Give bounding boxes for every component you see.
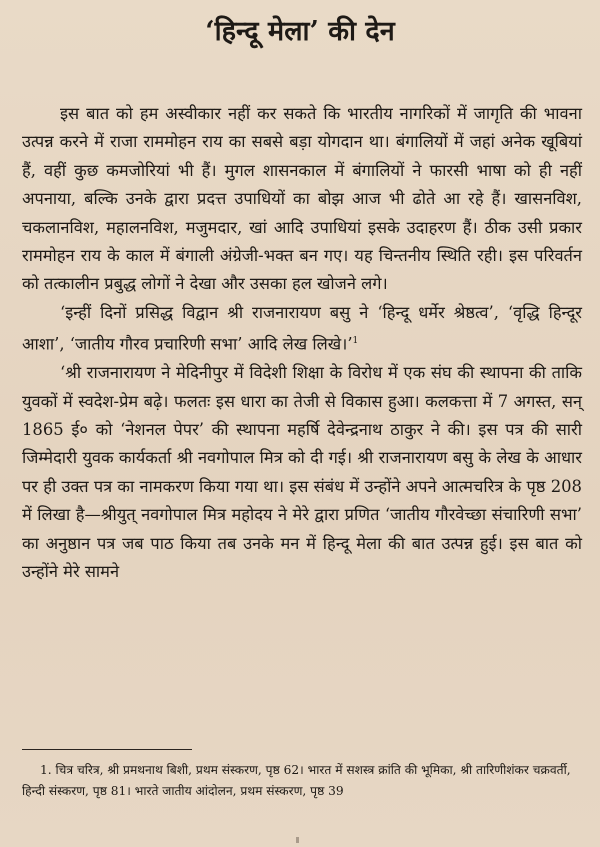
- body-text: [22, 100, 582, 586]
- paragraph-3: ‘श्री राजनारायण ने मेदिनीपुर में विदेशी शिक्षा के विरोध में एक संघ की स्थापना की ताकि युवकों में स्वदेश-प्रेम बढ़े। फलतः इस धारा का तेजी से विकास हुआ। कलकत्ता में 7 अगस्त, सन् 1865 ई० को ‘नेशनल पेपर’ की स्थापना महर्षि देवेन्द्रनाथ ठाकुर ने की। इस पत्र की सारी जिम्मेदारी युवक कार्यकर्ता श्री नवगोपाल मित्र को दी गई। श्री राजनारायण बसु के लेख के आधार पर ही उक्त पत्र का नामकरण किया गया था। इस संबंध में उन्होंने अपने आत्मचरित्र के पृष्ठ 208 में लिखा है—श्रीयुत् नवगोपाल मित्र महोदय ने मेरे द्वारा प्रणित ‘जातीय गौरवेच्छा संचारिणी सभा’ का अनुष्ठान पत्र जब पाठ किया तब उनके मन में हिन्दू मेला की बात उत्पन्न हुई। इस बात को उन्होंने मेरे सामने: [22, 363, 582, 581]
- page-title: ‘हिन्दू मेला’ की देन: [205, 16, 395, 47]
- paragraph-2-text: ‘इन्हीं दिनों प्रसिद्ध विद्वान श्री राजनारायण बसु ने ‘हिन्दू धर्मेर श्रेष्ठत्व’, ‘वृद्धि हिन्दूर आशा’, ‘जातीय गौरव प्रचारिणी सभा’ आदि लेख लिखे।’: [22, 302, 582, 354]
- paragraph-1: इस बात को हम अस्वीकार नहीं कर सकते कि भारतीय नागरिकों में जागृति की भावना उत्पन्न करने में राजा राममोहन राय का सबसे बड़ा योगदान था। बंगालियों में जहां अनेक खूबियां हैं, वहीं कुछ कमजोरियां भी हैं। मुगल शासनकाल में बंगालियों ने फारसी भाषा को ही नहीं अपनाया, बल्कि उनके द्वारा प्रदत्त उपाधियों का बोझ आज भी ढोते आ रहे हैं। खासनविश, चकलानविश, महालनविश, मजुमदार, खां आदि उपाधियां इसके उदाहरण हैं। ठीक उसी प्रकार राममोहन राय के काल में बंगाली अंग्रेजी-भक्त बन गए। यह चिन्तनीय स्थिति रही। इस परिवर्तन को तत्कालीन प्रबुद्ध लोगों ने देखा और उसका हल खोजने लगे।: [22, 104, 582, 294]
- footnote-marker: 1: [352, 336, 359, 347]
- page-mark: [296, 837, 299, 843]
- footnote: 1. चित्र चरित्र, श्री प्रमथनाथ बिशी, प्रथम संस्करण, पृष्ठ 62। भारत में सशस्त्र क्रांति की भूमिका, श्री तारिणीशंकर चक्रवर्ती, हिन्दी संस्करण, पृष्ठ 81। भारते जातीय आंदोलन, प्रथम संस्करण, पृष्ठ 39: [22, 763, 571, 798]
- footnote-divider: [22, 749, 192, 750]
- paragraph-2: [22, 299, 582, 359]
